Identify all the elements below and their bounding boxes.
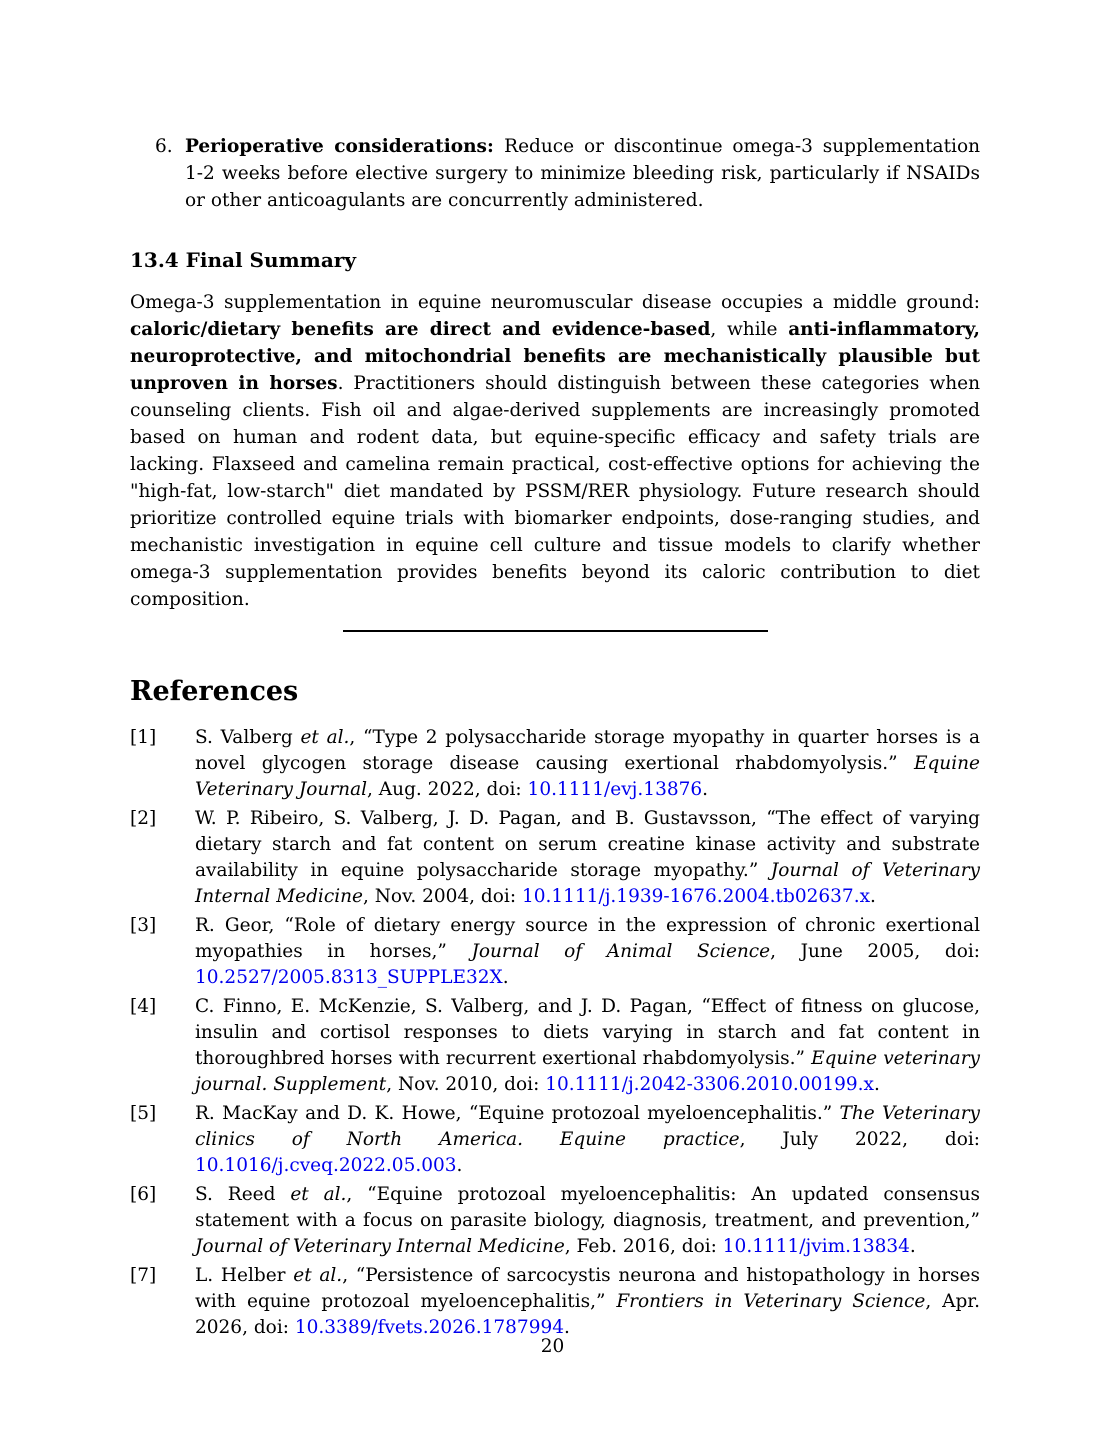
text-segment: . Practitioners should distinguish between these categories when counseling clients. Fish oil and algae-derived supplements are increasingly promoted based on human and rodent data, but equine-specific efficacy and safety trials are lacking. Flaxseed and camelina remain practical, cost-effective options for achieving the "high-fat, low-starch" diet mandated by PSSM/RER physiology. Future research should prioritize controlled equine trials with biomarker endpoints, dose-ranging studies, and mechanistic investigation in equine cell culture and tissue models to clarify whether omega-3 supplementation provides benefits beyond its caloric contribution to diet composition. <box>130 373 980 610</box>
reference-text <box>195 1263 980 1341</box>
doi-link[interactable]: 10.3389/fvets.2026.1787994 <box>294 1317 565 1338</box>
text-segment: The Veterinary clinics of North America. Equine practice <box>195 1103 980 1150</box>
reference-label: [3] <box>130 915 157 936</box>
text-segment: . <box>702 779 709 800</box>
reference-label: [5] <box>130 1103 157 1124</box>
doi-link[interactable]: 10.1111/evj.13876 <box>527 779 703 800</box>
text-segment: et al. <box>293 1265 343 1286</box>
text-segment: caloric/dietary benefits are direct and evidence-based <box>130 319 711 340</box>
reference-text <box>195 913 980 991</box>
reference-item <box>130 725 980 803</box>
reference-label: [1] <box>130 727 157 748</box>
text-segment: L. Helber <box>195 1265 294 1286</box>
text-segment: . <box>870 886 876 907</box>
text-segment: Omega-3 supplementation in equine neuromuscular disease occupies a middle ground: <box>130 292 980 313</box>
numbered-list-item-6 <box>130 133 980 214</box>
final-summary-paragraph <box>130 289 980 613</box>
reference-text <box>195 1182 980 1260</box>
text-segment: . <box>873 1074 880 1095</box>
text-segment: . <box>909 1236 916 1257</box>
reference-item <box>130 1182 980 1260</box>
text-segment: . <box>564 1317 570 1338</box>
text-segment: Journal of Veterinary Internal Medicine <box>195 1236 565 1257</box>
list-item-number: 6. <box>155 136 173 157</box>
text-segment: Frontiers in Veterinary Science <box>616 1291 926 1312</box>
section-divider <box>343 630 768 632</box>
text-segment: , Aug. 2022, doi: <box>367 779 528 800</box>
doi-link[interactable]: 10.2527/2005.8313_SUPPLE32X <box>195 967 503 988</box>
reference-text <box>195 994 980 1098</box>
text-segment: anti-inflammatory, neuroprotective, and mitochondrial benefits are mechanistically plausible but unproven in horses <box>130 319 980 394</box>
text-segment: , Nov. 2010, doi: <box>386 1074 546 1095</box>
text-segment: , “Equine protozoal myeloencephalitis: An updated consensus statement with a focus on parasite biology, diagnosis, treatment, and prevention,” <box>195 1184 980 1231</box>
reference-item <box>130 1263 980 1341</box>
text-segment: . <box>502 967 509 988</box>
text-segment: Equine Veterinary Journal <box>195 753 980 800</box>
reference-item <box>130 994 980 1098</box>
text-segment: C. Finno, E. McKenzie, S. Valberg, and J. D. Pagan, “Effect of fitness on glucose, insulin and cortisol responses to diets varying in starch and fat content in thoroughbred horses with recurrent exertional rhabdomyolysis.” <box>195 996 980 1069</box>
text-segment: et al. <box>300 727 350 748</box>
text-segment: Perioperative considerations: <box>185 136 505 157</box>
reference-text <box>195 725 980 803</box>
text-segment: S. Reed <box>195 1184 291 1205</box>
list-item-text <box>185 133 980 214</box>
reference-text <box>195 806 980 910</box>
reference-text <box>195 1101 980 1179</box>
text-segment: S. Valberg <box>195 727 301 748</box>
doi-link[interactable]: 10.1111/j.1939-1676.2004.tb02637.x <box>521 886 871 907</box>
text-segment: Equine veterinary journal. Supplement <box>195 1048 980 1095</box>
text-segment: , July 2022, doi: <box>739 1129 980 1150</box>
reference-label: [4] <box>130 996 157 1017</box>
doi-link[interactable]: 10.1111/jvim.13834 <box>722 1236 910 1257</box>
reference-item <box>130 806 980 910</box>
reference-label: [7] <box>130 1265 157 1286</box>
text-segment: Journal of Veterinary Internal Medicine <box>195 860 980 907</box>
text-segment: W. P. Ribeiro, S. Valberg, J. D. Pagan, and B. Gustavsson, “The effect of varying dietary starch and fat content on serum creatine kinase activity and substrate availability in equine polysaccharide storage myopathy.” <box>195 808 980 881</box>
doi-link[interactable]: 10.1016/j.cveq.2022.05.003 <box>195 1155 457 1176</box>
references-heading: References <box>130 676 299 707</box>
text-segment: , “Persistence of sarcocystis neurona and histopathology in horses with equine protozoal myeloencephalitis,” <box>195 1265 980 1312</box>
text-segment: et al. <box>290 1184 347 1205</box>
page-number: 20 <box>540 1336 565 1357</box>
subsection-heading-final-summary: 13.4 Final Summary <box>130 248 356 272</box>
reference-label: [2] <box>130 808 157 829</box>
reference-item <box>130 913 980 991</box>
text-segment: Journal of Animal Science <box>471 941 771 962</box>
text-segment: , June 2005, doi: <box>770 941 981 962</box>
text-segment: Reduce or discontinue omega-3 supplementation 1-2 weeks before elective surgery to minimize bleeding risk, particularly if NSAIDs or other anticoagulants are concurrently administered. <box>185 136 980 211</box>
text-segment: , while <box>710 319 789 340</box>
doi-link[interactable]: 10.1111/j.2042-3306.2010.00199.x <box>545 1074 874 1095</box>
text-segment: R. Geor, “Role of dietary energy source in the expression of chronic exertional myopathies in horses,” <box>195 915 980 962</box>
reference-item <box>130 1101 980 1179</box>
references-list <box>130 725 980 1341</box>
text-segment: , Apr. 2026, doi: <box>195 1291 980 1338</box>
text-segment: . <box>456 1155 463 1176</box>
text-segment: , Nov. 2004, doi: <box>362 886 522 907</box>
text-segment: , “Type 2 polysaccharide storage myopathy in quarter horses is a novel glycogen storage disease causing exertional rhabdomyolysis.” <box>195 727 980 774</box>
text-segment: R. MacKay and D. K. Howe, “Equine protozoal myeloencephalitis.” <box>195 1103 840 1124</box>
reference-label: [6] <box>130 1184 157 1205</box>
text-segment: , Feb. 2016, doi: <box>564 1236 723 1257</box>
